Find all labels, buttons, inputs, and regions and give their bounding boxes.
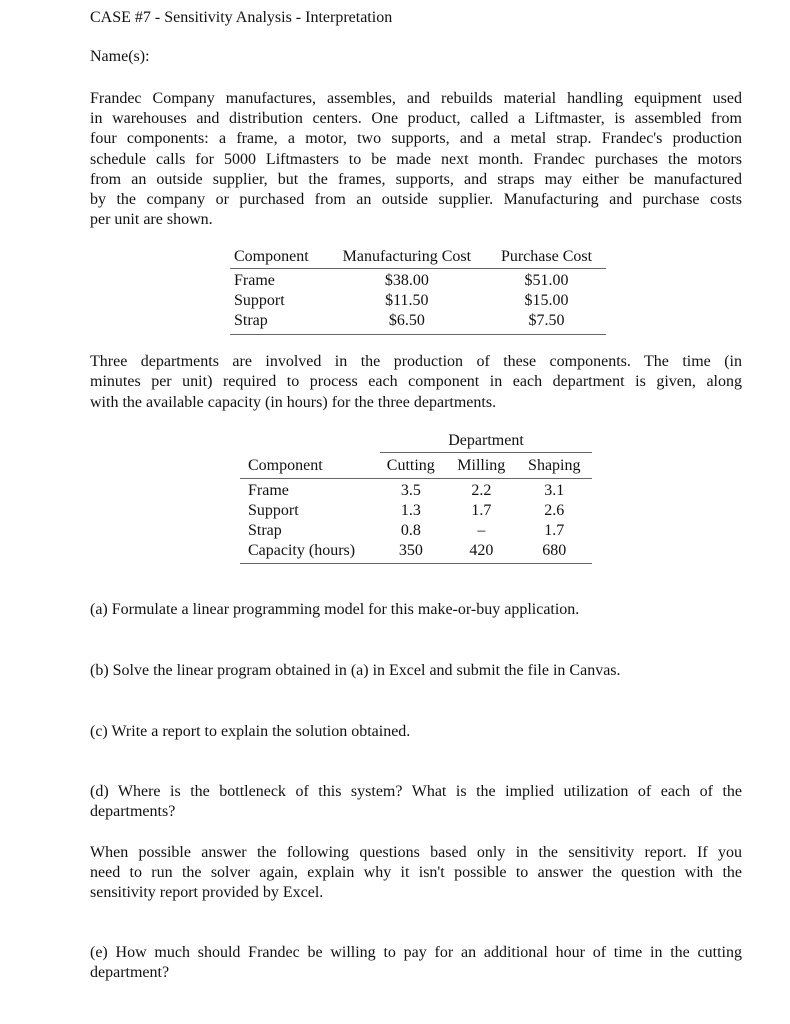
paragraph-line: (d) Where is the bottleneck of this system? What is the implied utilization of each of the: [90, 783, 742, 800]
question-a: (a) Formulate a linear programming model for this make-or-buy application.: [90, 601, 580, 618]
table-cell: $6.50: [388, 312, 425, 329]
table-row: [240, 501, 592, 521]
paragraph-line: When possible answer the following questions based only in the sensitivity report. If you: [90, 844, 742, 861]
paragraph-line: by the company or purchased from an outside supplier. Manufacturing and purchase costs: [90, 191, 742, 208]
table-cell: 1.3: [400, 502, 421, 519]
column-header: Purchase Cost: [500, 248, 593, 265]
table-row: [240, 481, 592, 501]
paragraph-line: department?: [90, 964, 170, 981]
page-title: CASE #7 - Sensitivity Analysis - Interpretation: [90, 9, 393, 26]
table-row: [226, 311, 606, 331]
table-cell: 350: [398, 542, 423, 559]
table-rule: [230, 268, 606, 269]
table-cell: 0.8: [400, 522, 421, 539]
table-cell: 1.7: [471, 502, 492, 519]
table-cell: Support: [234, 292, 285, 309]
table-cell: Capacity (hours): [248, 542, 356, 559]
table-cell: 2.2: [471, 482, 492, 499]
table-cell: 680: [542, 542, 567, 559]
table-cell: 1.7: [544, 522, 565, 539]
column-header: Component: [248, 457, 323, 474]
paragraph-line: four components: a frame, a motor, two supports, and a metal strap. Frandec's production: [90, 130, 742, 147]
paragraph-line: need to run the solver again, explain why it isn't possible to answer the question with the: [90, 864, 742, 881]
table-cell: 2.6: [544, 502, 565, 519]
table-row: [240, 541, 592, 561]
column-header: Manufacturing Cost: [342, 248, 472, 265]
paragraph-line: with the available capacity (in hours) for the three departments.: [90, 394, 497, 411]
table-cell: $11.50: [385, 292, 429, 309]
table-row: [240, 521, 592, 541]
table-cell: $51.00: [524, 272, 569, 289]
column-header: Cutting: [386, 457, 435, 474]
table-cell: 3.5: [400, 482, 421, 499]
paragraph-line: departments?: [90, 803, 176, 820]
table-cell: 3.1: [544, 482, 565, 499]
column-header: Shaping: [528, 457, 581, 474]
paragraph-line: schedule calls for 5000 Liftmasters to be made next month. Frandec purchases the motors: [90, 151, 742, 168]
table-cell: $7.50: [528, 312, 565, 329]
paragraph-line: in warehouses and distribution centers. One product, called a Liftmaster, is assembled from: [90, 110, 742, 127]
table-rule: [240, 478, 592, 479]
cost-table: [226, 247, 606, 331]
table-rule: [230, 334, 606, 335]
table-cell: Strap: [248, 522, 282, 539]
table-cell: –: [477, 522, 486, 539]
question-b: (b) Solve the linear program obtained in (a) in Excel and submit the file in Canvas.: [90, 662, 621, 679]
time-table: [240, 456, 592, 561]
table-rule: [240, 563, 592, 564]
table-rule: [380, 452, 592, 453]
table-header-row: [226, 247, 606, 267]
question-c: (c) Write a report to explain the solution obtained.: [90, 723, 411, 740]
table-cell: $38.00: [384, 272, 429, 289]
paragraph-line: minutes per unit) required to process each component in each department is given, along: [90, 373, 742, 390]
table-row: [226, 291, 606, 311]
paragraph-line: sensitivity report provided by Excel.: [90, 884, 324, 901]
table-header-row: [240, 456, 592, 476]
table-cell: $15.00: [524, 292, 569, 309]
paragraph-line: from an outside supplier, but the frames, supports, and straps may either be manufactured: [90, 171, 742, 188]
paragraph-line: per unit are shown.: [90, 211, 213, 228]
paragraph-line: (e) How much should Frandec be willing to pay for an additional hour of time in the cutting: [90, 944, 742, 961]
paragraph-line: Three departments are involved in the production of these components. The time (in: [90, 353, 742, 370]
table-row: [226, 271, 606, 291]
department-group-header: Department: [448, 432, 524, 449]
table-cell: 420: [469, 542, 494, 559]
table-cell: Support: [248, 502, 299, 519]
column-header: Component: [234, 248, 309, 265]
column-header: Milling: [457, 457, 506, 474]
table-cell: Strap: [234, 312, 268, 329]
paragraph-line: Frandec Company manufactures, assembles, and rebuilds material handling equipment used: [90, 90, 742, 107]
names-label: Name(s):: [90, 48, 150, 65]
table-cell: Frame: [248, 482, 289, 499]
table-cell: Frame: [234, 272, 275, 289]
